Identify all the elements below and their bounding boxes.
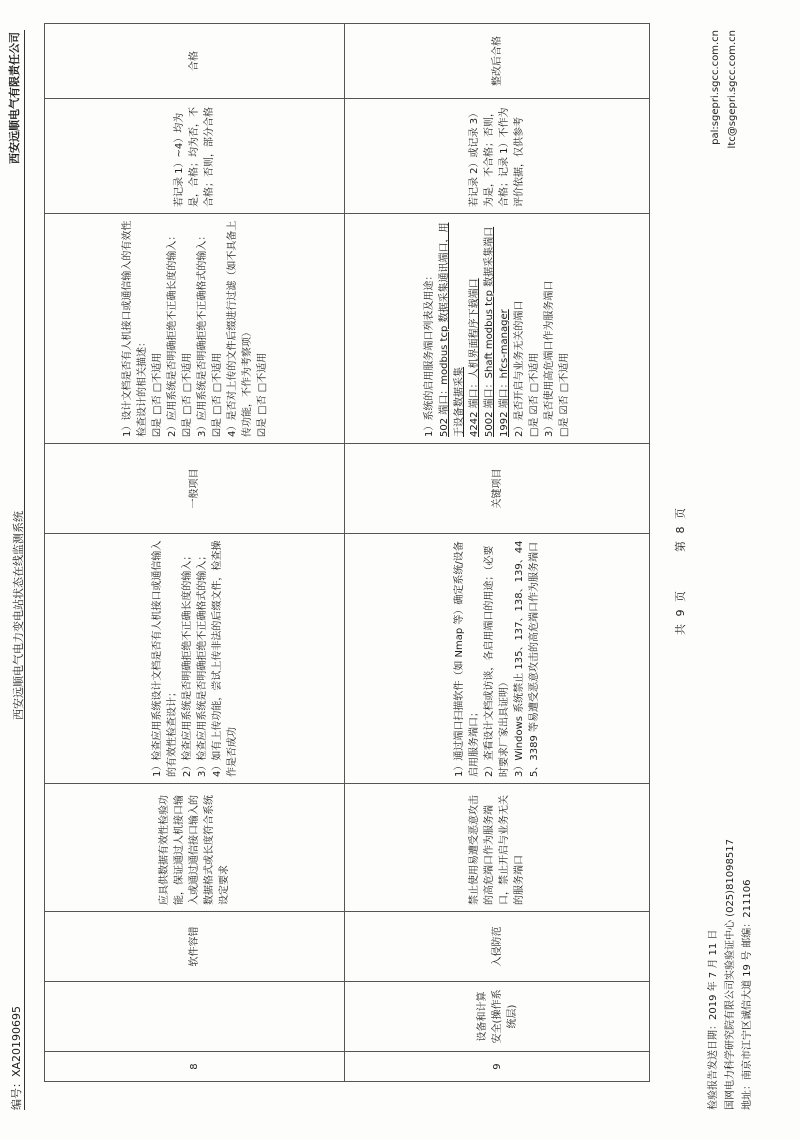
record-line: 1）系统的启用服务端口列表及用途： [424,270,435,437]
email: pal:sgepri.sgcc.com.cn [710,30,721,145]
page-counter [672,506,688,635]
result-cell: 整改后合格 [345,24,650,99]
record-checkbox-line: □是 ☑否 □不适用 [529,352,540,437]
record-line: 2）应用系统是否明确拒绝不正确长度的输入： [166,230,178,437]
item-cell: 入侵防范 [345,912,650,982]
requirement-cell: 禁止使用易遭受恶意攻击的高危端口作为服务端口，禁止开启与业务无关的服务端口 [345,784,650,912]
record-checkbox-line: ☑是 □否 □不适用 [256,352,268,437]
row-number: 8 [45,1052,345,1082]
page-current-unit: 页 [674,506,687,519]
page-current: 8 [674,524,687,534]
method-step: 2）查看设计文档或访谈，各启用端口的用途；（必要时要求厂家出具证明） [484,545,510,777]
page-total: 9 [674,607,687,617]
record-line: 3）是否使用高危端口作为服务端口 [544,280,555,437]
record-cell [345,214,650,444]
port-entry: 4242 端口：人机界面程序下载端口 [469,278,480,437]
system-name: 西安远顺电气电力变电站状态在线监测系统 [12,511,25,720]
record-line: 1）设计文档是否有人机接口或通信输入的有效性检查设计的相关描述： [121,220,148,437]
method-cell [45,534,345,784]
judgment-cell: 若记录 2）或记录 3）为是，不合格；否则，合格；记录 1）不作为评价依据，仅供参考 [345,99,650,214]
category-cell [45,982,345,1052]
email: ltc@sgepri.sgcc.com.cn [727,30,738,149]
port-entry: 502 端口：modbus tcp 数据采集通讯端口，用于设备数据采集 [439,222,465,437]
record-checkbox-line: ☑是 □否 □不适用 [211,352,223,437]
page-total-label: 共 [674,622,687,635]
page-total-unit: 页 [674,589,687,602]
issuer: 国网电力科学研究院有限公司实验验证中心 (025)81098517 [725,839,736,1110]
method-cell [345,534,650,784]
requirement-cell: 应具供数据有效性检验功能，保证通过人机接口输入或通过通信接口输入的数据格式或长度符合系统设定要求 [45,784,345,912]
record-checkbox-line: ☑是 □否 □不适用 [181,352,193,437]
record-line: 3）应用系统是否明确拒绝不正确格式的输入： [196,230,208,437]
judgment-cell: 若记录 1）~4）均为是，合格；均为否，不合格；否则，部分合格 [45,99,345,214]
table-row [45,24,345,1082]
record-line: 2）是否开启与业务无关的端口 [514,300,525,437]
method-step: 1）通过端口扫描软件（如 Nmap 等）确定系统/设备启用服务端口； [454,541,480,777]
item-cell: 软件容错 [45,912,345,982]
method-step: 1）检查应用系统设计文档是否有人机接口或通信输入的有效性检查设计； [151,540,178,777]
method-step: 3）检查应用系统是否明确拒绝不正确格式的输入； [196,550,208,777]
footer-contact [707,30,741,148]
method-step: 2）检查应用系统是否明确拒绝不正确长度的输入； [181,550,193,777]
method-step: 4）如有上传功能，尝试上传非法的后缀文件，检查操作是否成功 [211,540,238,777]
record-cell [45,214,345,444]
footer [705,839,756,1110]
port-entry: 5002 端口：Shaft modbus tcp 数据采集端口 [484,226,495,437]
table-row [345,24,650,1082]
test-results-table [44,23,650,1082]
port-entry: 1992 端口：hfcs-manager [499,309,510,437]
level-cell: 一般项目 [45,444,345,534]
record-checkbox-line: □是 ☑否 □不适用 [559,352,570,437]
row-number: 9 [345,1052,650,1082]
header-rule [24,30,25,1110]
level-cell: 关键项目 [345,444,650,534]
result-cell: 合格 [45,24,345,99]
record-checkbox-line: ☑是 □否 □不适用 [151,352,163,437]
page-current-label: 第 [674,539,687,552]
report-number: 编号：XA20190695 [10,1005,23,1110]
record-line: 4）是否对上传的文件后缀进行过滤（如不具备上传功能，不作为考察项） [226,220,253,437]
company-name: 西安远顺电气有限责任公司 [8,32,21,164]
issue-date: 检验报告发送日期：2019 年 7 月 11 日 [708,929,719,1110]
category-cell: 设备和计算安全(操作系统层) [345,982,650,1052]
address: 地址：南京市江宁区诚信大道 19 号 邮编：211106 [742,879,753,1110]
method-step: 3）Windows 系统禁止 135、137、138、139、445、3389 等易遭受恶意攻击的高危端口作为服务端口 [514,540,540,777]
